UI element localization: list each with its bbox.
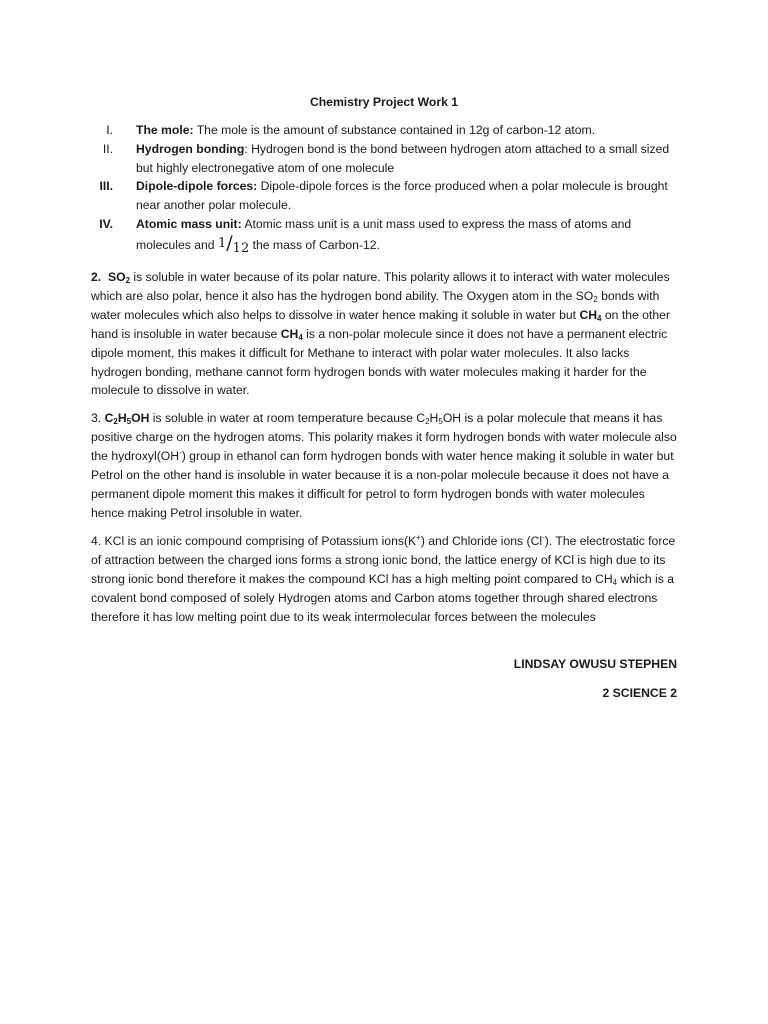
author-class: 2 SCIENCE 2 xyxy=(602,686,677,700)
answer-number: 2. xyxy=(91,270,102,284)
list-numeral: I. xyxy=(106,123,113,137)
definition-text: Atomic mass unit is a unit mass used to express the mass of atoms and molecules and xyxy=(136,216,632,252)
answer-4-paragraph: 4. KCl is an ionic compound comprising of Potassium ions(K+) and Chloride ions (Cl-). The electrostatic force of attraction between the charged ions forms a strong ionic bond, the lattice energy of KCl is high due to its strong ionic bond therefore it makes the compound KCl has a high melting point compared to CH4 which is a covalent bond composed of solely Hydrogen atoms and Carbon atoms together through shared electrons therefore it has low melting point due to its weak intermolecular forces between the molecules xyxy=(91,533,676,624)
author-name: LINDSAY OWUSU STEPHEN xyxy=(513,657,677,671)
list-numeral: IV. xyxy=(99,216,113,231)
answer-3-paragraph: 3. C2H5OH is soluble in water at room temperature because C2H5OH is a polar molecule that means it has positive charge on the hydrogen atoms. This polarity makes it form hydrogen bonds with water molecule also the hydroxyl(OH-) group in ethanol can form hydrogen bonds with water hence making it soluble in water but Petrol on the other hand is insoluble in water because it is a non-polar molecule because it does not have a permanent dipole moment this makes it difficult for petrol to form hydrogen bonds with water molecules hence making Petrol insoluble in water. xyxy=(91,411,677,520)
fraction-denominator: 12 xyxy=(232,240,250,256)
definition-text: The mole is the amount of substance contained in 12g of carbon-12 atom. xyxy=(193,123,596,137)
definition-text: Dipole-dipole forces is the force produced when a polar molecule is brought near another polar molecule. xyxy=(136,179,668,213)
definition-text: : Hydrogen bond is the bond between hydrogen atom attached to a small sized but highly electronegative atom of one molecule xyxy=(136,141,670,175)
answer-number: 3. xyxy=(91,411,105,425)
definition-item xyxy=(80,140,680,178)
fraction-one-twelfth xyxy=(217,231,250,256)
formula-so2: SO2 xyxy=(107,270,131,285)
definition-item xyxy=(80,121,680,140)
document-title: Chemistry Project Work 1 xyxy=(309,95,459,109)
fraction-numerator: 1 xyxy=(217,235,227,251)
definition-term: Hydrogen bonding xyxy=(136,141,245,156)
fraction-slash: / xyxy=(226,231,233,254)
formula-ch4: CH4 xyxy=(579,307,602,323)
definition-text-tail: the mass of Carbon-12. xyxy=(249,237,380,252)
answer-2-paragraph: 2. SO2 is soluble in water because of its polar nature. This polarity allows it to interact with water molecules which are also polar, hence it also has the hydrogen bond ability. The Oxygen atom in the SO2 bonds with water molecules which also helps to dissolve in water hence making it soluble in water but CH4 on the other hand is insoluble in water because CH4 is a non-polar molecule since it does not have a permanent electric dipole moment, this makes it difficult for Methane to interact with polar water molecules. It also lacks hydrogen bonding, methane cannot form hydrogen bonds with water molecules making it harder for the molecule to dissolve in water. xyxy=(91,270,670,398)
formula-ethanol: C2H5OH xyxy=(104,411,150,426)
definitions-list xyxy=(80,121,680,255)
definition-item xyxy=(80,215,680,255)
definition-term: Atomic mass unit: xyxy=(136,216,242,231)
list-numeral: II. xyxy=(102,141,113,156)
formula-ch4: CH4 xyxy=(280,326,303,342)
definition-term: Dipole-dipole forces: xyxy=(136,179,258,194)
definition-term: The mole: xyxy=(136,123,194,137)
definition-item xyxy=(80,177,680,215)
list-numeral: III. xyxy=(99,179,113,194)
